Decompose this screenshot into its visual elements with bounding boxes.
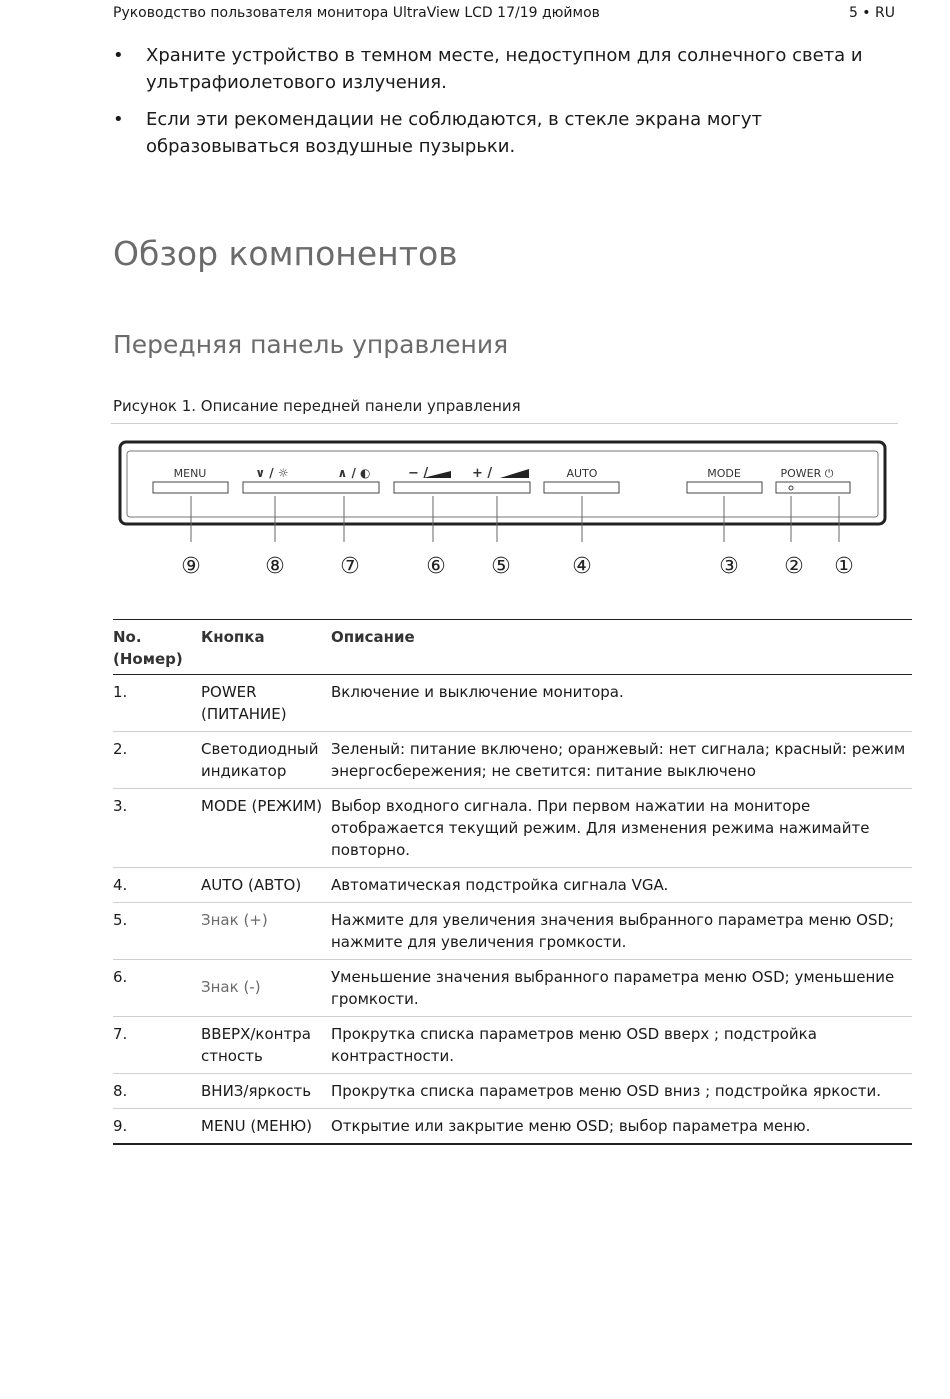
callout-number-2: ② [784, 554, 804, 579]
cell-description: Прокрутка списка параметров меню OSD вверх ; подстройка контрастности. [331, 1017, 912, 1074]
cell-button: MODE (РЕЖИМ) [201, 789, 331, 868]
cell-description: Зеленый: питание включено; оранжевый: нет сигнала; красный: режим энергосбережения; не светится: питание выключено [331, 732, 912, 789]
callout-number-6: ⑥ [426, 554, 446, 579]
table-row [113, 868, 912, 903]
cell-description: Прокрутка списка параметров меню OSD вниз ; подстройка яркости. [331, 1074, 912, 1109]
front-panel-diagram [110, 436, 890, 586]
callout-number-9: ⑨ [181, 554, 201, 579]
panel-label-minus: − / [408, 466, 429, 481]
cell-button: ВВЕРХ/контра стность [201, 1017, 331, 1074]
column-header-description: Описание [331, 620, 912, 675]
bullet-text: Храните устройство в темном месте, недоступном для солнечного света и ультрафиолетового излучения. [146, 45, 863, 93]
column-header-number: No. (Номер) [113, 620, 201, 675]
cell-description: Уменьшение значения выбранного параметра меню OSD; уменьшение громкости. [331, 960, 912, 1017]
cell-description: Выбор входного сигнала. При первом нажатии на мониторе отображается текущий режим. Для изменения режима нажимайте повторно. [331, 789, 912, 868]
cell-number: 7. [113, 1017, 201, 1074]
callout-number-7: ⑦ [340, 554, 360, 579]
callout-number-5: ⑤ [491, 554, 511, 579]
table-row [113, 1017, 912, 1074]
table-header-row [113, 620, 912, 675]
cell-button: POWER (ПИТАНИЕ) [201, 675, 331, 732]
minus-plus-button[interactable] [394, 482, 530, 493]
callout-lines [191, 496, 839, 542]
figure-caption: Рисунок 1. Описание передней панели управления [113, 397, 521, 415]
volume-high-icon [500, 469, 529, 478]
panel-label-auto: AUTO [566, 467, 598, 480]
mode-button[interactable] [687, 482, 762, 493]
callout-number-4: ④ [572, 554, 592, 579]
cell-number: 1. [113, 675, 201, 732]
cell-button: MENU (МЕНЮ) [201, 1109, 331, 1145]
cell-number: 3. [113, 789, 201, 868]
cell-number: 5. [113, 903, 201, 960]
section-title: Обзор компонентов [113, 234, 458, 273]
cell-button: Знак (-) [201, 960, 331, 1017]
panel-label-mode: MODE [707, 467, 741, 480]
cell-description: Автоматическая подстройка сигнала VGA. [331, 868, 912, 903]
power-button[interactable] [776, 482, 850, 493]
table-row [113, 960, 912, 1017]
cell-description: Включение и выключение монитора. [331, 675, 912, 732]
cell-number: 6. [113, 960, 201, 1017]
table-row [113, 1109, 912, 1145]
callout-number-8: ⑧ [265, 554, 285, 579]
caption-divider [111, 423, 898, 424]
cell-button: AUTO (АВТО) [201, 868, 331, 903]
cell-description: Открытие или закрытие меню OSD; выбор параметра меню. [331, 1109, 912, 1145]
menu-button[interactable] [153, 482, 228, 493]
callout-number-3: ③ [719, 554, 739, 579]
bullet-item [113, 106, 873, 160]
callout-number-1: ① [834, 554, 854, 579]
subsection-title: Передняя панель управления [113, 330, 509, 359]
controls-table [113, 619, 912, 1145]
cell-button: Знак (+) [201, 903, 331, 960]
table-row [113, 789, 912, 868]
table-row [113, 903, 912, 960]
bullet-list [113, 42, 873, 170]
panel-label-up-contrast: ∧ / ◐ [337, 466, 371, 480]
auto-button[interactable] [544, 482, 619, 493]
panel-label-menu: MENU [173, 467, 207, 480]
bullet-dot: • [113, 45, 124, 66]
bullet-item [113, 42, 873, 96]
table-row [113, 675, 912, 732]
table-row [113, 732, 912, 789]
running-header-title: Руководство пользователя монитора UltraView LCD 17/19 дюймов [113, 5, 600, 21]
column-header-button: Кнопка [201, 620, 331, 675]
panel-label-power: POWER ⏻ [780, 467, 834, 480]
cell-button: Светодиодный индикатор [201, 732, 331, 789]
cell-number: 4. [113, 868, 201, 903]
page-number: 5 • RU [848, 5, 895, 21]
bullet-text: Если эти рекомендации не соблюдаются, в стекле экрана могут образовываться воздушные пузырьки. [146, 109, 763, 157]
cell-number: 2. [113, 732, 201, 789]
cell-number: 8. [113, 1074, 201, 1109]
table-row [113, 1074, 912, 1109]
bullet-dot: • [113, 109, 124, 130]
panel-label-down-brightness: ∨ / ☼ [255, 466, 289, 480]
panel-label-plus: + / [472, 466, 493, 481]
cell-description: Нажмите для увеличения значения выбранного параметра меню OSD; нажмите для увеличения громкости. [331, 903, 912, 960]
cell-number: 9. [113, 1109, 201, 1145]
down-up-button[interactable] [243, 482, 379, 493]
cell-button: ВНИЗ/яркость [201, 1074, 331, 1109]
